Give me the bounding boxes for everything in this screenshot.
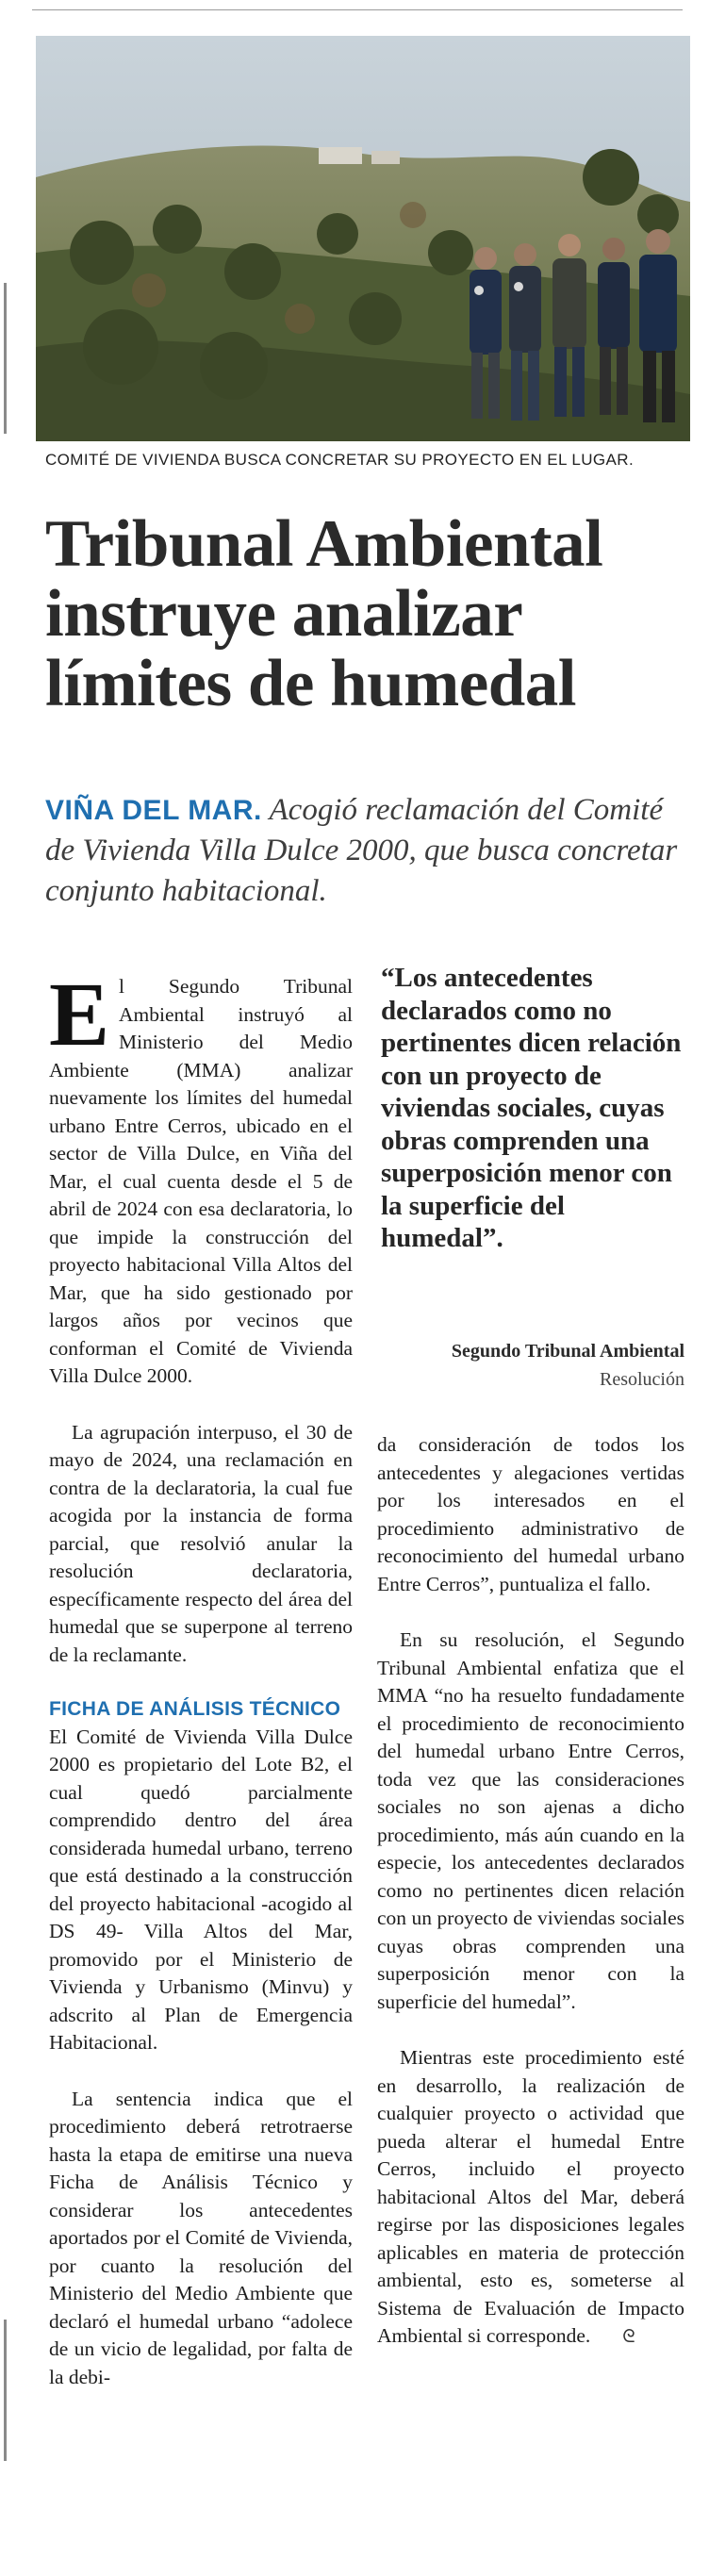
deck-text: Acogió reclamación del Comité de Vivienda Villa Dulce 2000, que busca concretar conjunto habitacional. [45, 793, 678, 908]
body-paragraph [377, 2044, 684, 2352]
article-column-left [49, 964, 353, 2391]
paragraph-text: l Segundo Tribunal Ambiental instruyó al Ministerio del Medio Ambiente (MMA) analizar nuevamente los límites del humedal urbano Entre Cerros, ubicado en el sector de Villa Dulce, en Viña del Mar, el cual cuenta desde el 5 de abril de 2024 con esa declaratoria, lo que impide la construcción del proyecto habitacional Villa Altos del Mar, que ha sido gestionado por largos años por vecinos que conforman el Comité de Vivienda Villa Dulce 2000. [49, 975, 353, 1387]
top-rule [32, 9, 683, 10]
quote-role: Resolución [600, 1369, 684, 1390]
dropcap: E [49, 964, 110, 1065]
paragraph-text: Mientras este procedimiento esté en desarrollo, la realización de cualquier proyecto o actividad que pueda alterar el humedal Entre Cerros, incluido el proyecto habitacional Altos del Mar, deberá regirse por las disposiciones legales aplicables en materia de protección ambiental, esto es, someterse al Sistema de Evaluación de Impacto Ambiental si corresponde. [377, 2046, 684, 2347]
body-paragraph: En su resolución, el Segundo Tribunal Ambiental enfatiza que el MMA “no ha resuelto fundadamente el procedimiento de reconocimiento del humedal urbano Entre Cerros, toda vez que las consideraciones sociales no son ajenas a dicho procedimiento, más aún cuando en la especie, los antecedentes declarados como no pertinentes dicen relación con un proyecto de viviendas sociales cuyas obras comprenden una superposición menor con la superficie del humedal”. [377, 1628, 684, 2013]
section-heading: FICHA DE ANÁLISIS TÉCNICO [49, 1698, 341, 1720]
quote-author: Segundo Tribunal Ambiental [451, 1341, 684, 1362]
margin-mark [4, 283, 7, 434]
deck [45, 790, 696, 912]
margin-mark [4, 2320, 7, 2461]
pull-quote-attribution [381, 1337, 684, 1394]
deck-kicker: VIÑA DEL MAR. [45, 795, 262, 826]
body-paragraph: La sentencia indica que el procedimiento deberá retrotraerse hasta la etapa de emitirse una nueva Ficha de Análisis Técnico y considerar los antecedentes aportados por el Comité de Vivienda, por cuanto la resolución del Ministerio del Medio Ambiente que declaró el humedal urbano “adolece de un vicio de legalidad, por falta de la debi- [49, 2087, 353, 2388]
article-column-right [377, 1431, 684, 2352]
body-paragraph: da consideración de todos los antecedentes y alegaciones vertidas por los interesados en el procedimiento administrativo de reconocimiento del humedal urbano Entre Cerros”, puntualiza el fallo. [377, 1433, 684, 1595]
photo-caption: COMITÉ DE VIVIENDA BUSCA CONCRETAR SU PROYECTO EN EL LUGAR. [45, 451, 635, 469]
body-paragraph: La agrupación interpuso, el 30 de mayo de 2024, una reclamación en contra de la declaratoria, la cual fue acogida por la instancia de forma parcial, que resolvió anular la resolución declaratoria, específicamente respecto del área del humedal que se superpone al terreno de la reclamante. [49, 1420, 353, 1666]
end-mark-icon: ᘓ [622, 2326, 635, 2347]
body-paragraph: El Comité de Vivienda Villa Dulce 2000 es propietario del Lote B2, el cual quedó parcialmente comprendido dentro del área considerada humedal urbano, terreno que está destinado a la construcción del proyecto habitacional -acogido al DS 49- Villa Altos del Mar, promovido por el Ministerio de Vivienda y Urbanismo (Minvu) y adscrito al Plan de Emergencia Habitacional. [49, 1725, 353, 2054]
body-paragraph [49, 964, 353, 1391]
article-photo [36, 36, 690, 441]
pull-quote: “Los antecedentes declarados como no pertinentes dicen relación con un proyecto de viviendas sociales, cuyas obras comprenden una superposición menor con la superficie del humedal”. [381, 963, 682, 1253]
headline: Tribunal Ambiental instruye analizar límites de humedal [45, 507, 603, 720]
